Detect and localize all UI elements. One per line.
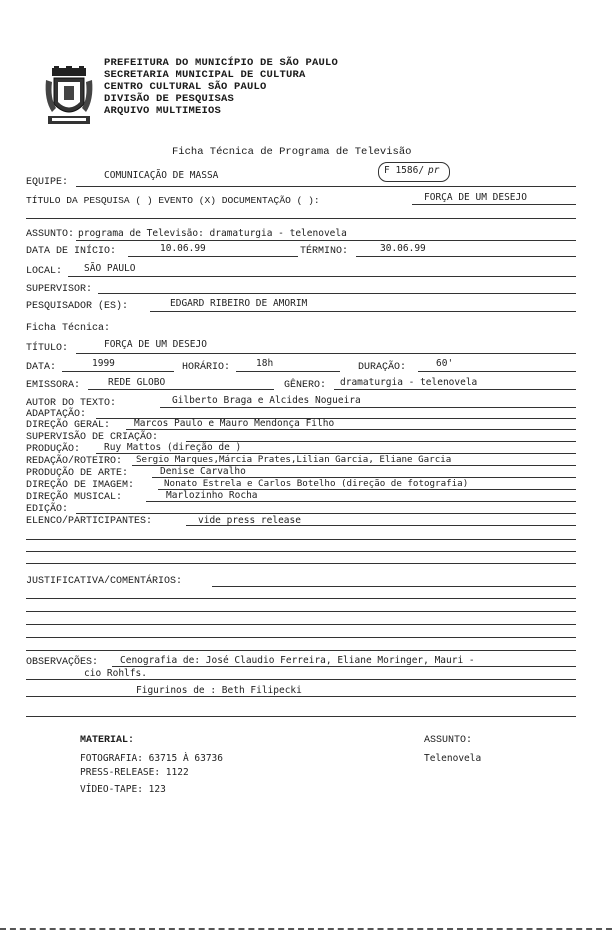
- form-title: Ficha Técnica de Programa de Televisão: [172, 146, 412, 158]
- direcao-geral-label: DIREÇÃO GERAL:: [26, 420, 111, 431]
- material-press-release: PRESS-RELEASE: 1122: [80, 767, 189, 778]
- horario-value: 18h: [256, 358, 274, 369]
- assunto-value: programa de Televisão: dramaturgia - telenovela: [78, 228, 347, 239]
- producao-value: Ruy Mattos (direção de ): [104, 442, 242, 453]
- material-label: MATERIAL:: [80, 735, 135, 746]
- assunto-bottom-label: ASSUNTO:: [424, 735, 473, 746]
- producao-arte-value: Denise Carvalho: [160, 466, 246, 477]
- horario-label: HORÁRIO:: [182, 362, 231, 373]
- direcao-geral-value: Marcos Paulo e Mauro Mendonça Filho: [134, 418, 335, 429]
- assunto-label: ASSUNTO:: [26, 229, 75, 240]
- elenco-value: vide press release: [198, 515, 301, 526]
- titulo-value: FORÇA DE UM DESEJO: [104, 339, 207, 350]
- autor-value: Gilberto Braga e Alcides Nogueira: [172, 395, 361, 406]
- tipo-value: FORÇA DE UM DESEJO: [424, 192, 527, 203]
- header-line-3: CENTRO CULTURAL SÃO PAULO: [104, 81, 267, 93]
- redacao-value: Sergio Marques,Márcia Prates,Lilian Garcia, Eliane Garcia: [136, 454, 452, 465]
- autor-label: AUTOR DO TEXTO:: [26, 398, 117, 409]
- catalog-stamp-number: F 1586/: [384, 165, 425, 176]
- data-label: DATA:: [26, 362, 57, 373]
- data-value: 1999: [92, 358, 115, 369]
- equipe-value: COMUNICAÇÃO DE MASSA: [104, 170, 219, 181]
- header-line-2: SECRETARIA MUNICIPAL DE CULTURA: [104, 69, 306, 81]
- coat-of-arms-seal-icon: [44, 66, 94, 128]
- direcao-imagem-label: DIREÇÃO DE IMAGEM:: [26, 480, 135, 491]
- local-value: SÃO PAULO: [84, 263, 136, 274]
- emissora-value: REDE GLOBO: [108, 377, 166, 388]
- observacoes-label: OBSERVAÇÕES:: [26, 657, 99, 668]
- tipo-label: TÍTULO DA PESQUISA ( ) EVENTO (X) DOCUMENTAÇÃO ( ):: [26, 195, 320, 206]
- genero-value: dramaturgia - telenovela: [340, 377, 478, 388]
- titulo-label: TÍTULO:: [26, 343, 69, 354]
- observacoes-line-3: Figurinos de : Beth Filipecki: [136, 685, 302, 696]
- pesquisador-label: PESQUISADOR (ES):: [26, 301, 129, 312]
- justificativa-label: JUSTIFICATIVA/COMENTÁRIOS:: [26, 576, 183, 587]
- observacoes-line-1: Cenografia de: José Claudio Ferreira, Eliane Moringer, Mauri -: [120, 655, 475, 666]
- equipe-label: EQUIPE:: [26, 177, 69, 188]
- assunto-bottom-value: Telenovela: [424, 753, 482, 764]
- data-inicio-value: 10.06.99: [160, 243, 206, 254]
- termino-value: 30.06.99: [380, 243, 426, 254]
- supervisor-label: SUPERVISOR:: [26, 284, 93, 295]
- direcao-musical-label: DIREÇÃO MUSICAL:: [26, 492, 123, 503]
- header-line-5: ARQUIVO MULTIMEIOS: [104, 105, 222, 117]
- pesquisador-value: EDGARD RIBEIRO DE AMORIM: [170, 298, 308, 309]
- direcao-imagem-value: Nonato Estrela e Carlos Botelho (direção de fotografia): [164, 478, 469, 489]
- producao-label: PRODUÇÃO:: [26, 444, 81, 455]
- observacoes-line-2: cio Rohlfs.: [84, 668, 147, 679]
- local-label: LOCAL:: [26, 266, 63, 277]
- catalog-stamp-code: pr: [428, 165, 440, 176]
- data-inicio-label: DATA DE INÍCIO:: [26, 246, 117, 257]
- elenco-label: ELENCO/PARTICIPANTES:: [26, 516, 153, 527]
- ficha-tecnica-heading: Ficha Técnica:: [26, 323, 111, 334]
- page-bottom-edge: [0, 928, 612, 930]
- material-video-tape: VÍDEO-TAPE: 123: [80, 784, 166, 795]
- material-fotografia: FOTOGRAFIA: 63715 À 63736: [80, 753, 223, 764]
- edicao-label: EDIÇÃO:: [26, 504, 69, 515]
- duracao-value: 60': [436, 358, 454, 369]
- adaptacao-label: ADAPTAÇÃO:: [26, 409, 87, 420]
- emissora-label: EMISSORA:: [26, 380, 81, 391]
- duracao-label: DURAÇÃO:: [358, 362, 407, 373]
- redacao-label: REDAÇÃO/ROTEIRO:: [26, 456, 123, 467]
- supervisao-label: SUPERVISÃO DE CRIAÇÃO:: [26, 432, 159, 443]
- header-line-4: DIVISÃO DE PESQUISAS: [104, 93, 235, 105]
- termino-label: TÉRMINO:: [300, 246, 349, 257]
- genero-label: GÊNERO:: [284, 380, 327, 391]
- producao-arte-label: PRODUÇÃO DE ARTE:: [26, 468, 129, 479]
- direcao-musical-value: Marlozinho Rocha: [166, 490, 258, 501]
- header-line-1: PREFEITURA DO MUNICÍPIO DE SÃO PAULO: [104, 57, 339, 69]
